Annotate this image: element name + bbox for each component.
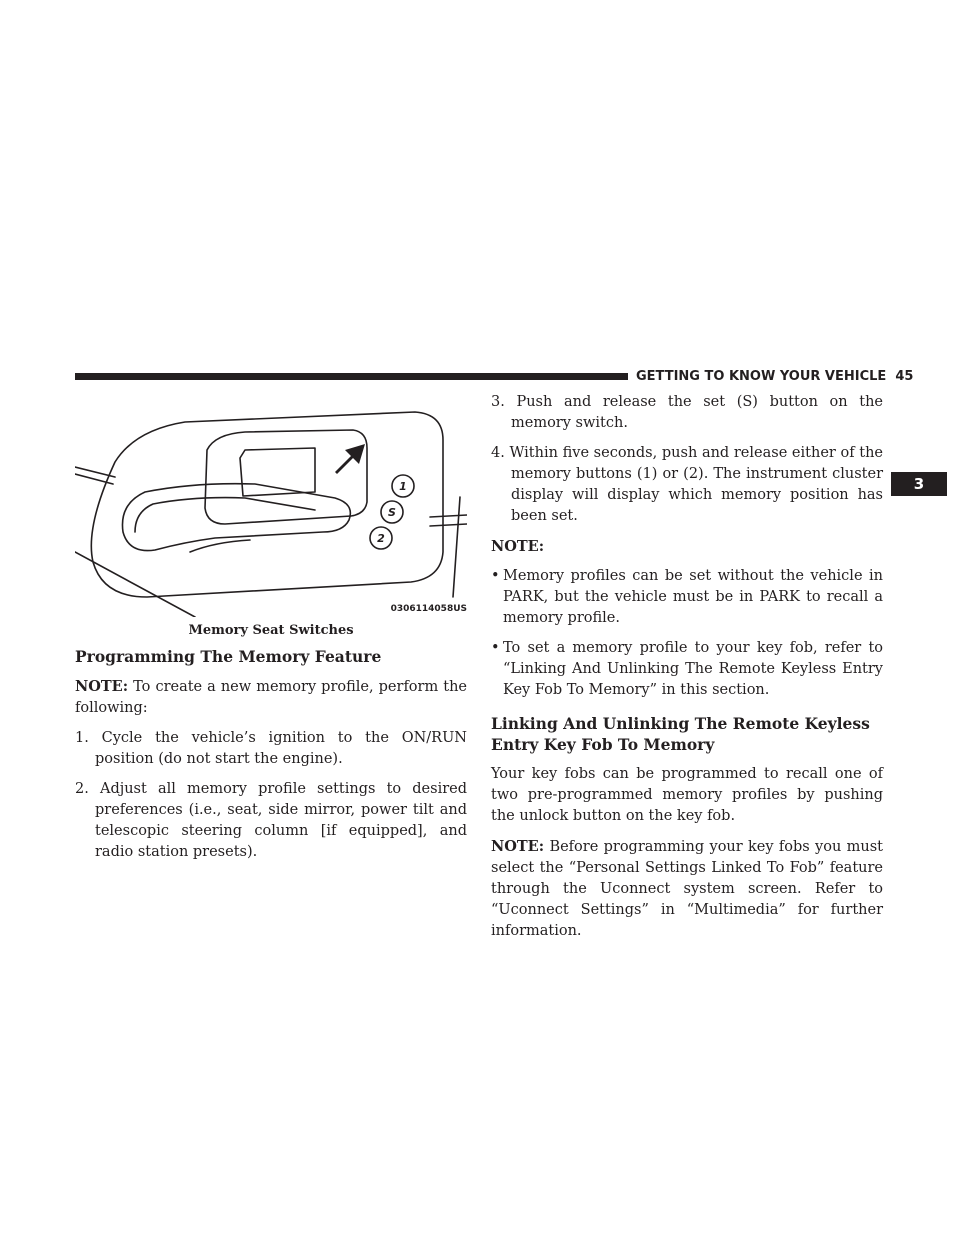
step-2: 2. Adjust all memory profile settings to desired preferences (i.e., seat, side mirror, power tilt and telescopic steering column [if equipped], and radio station presets). [75, 781, 467, 860]
memory-button-2-label: 2 [377, 532, 385, 545]
body-paragraph: Your key fobs can be programmed to recall one of two pre-programmed memory profiles by pushing the unlock button on the key fob. [491, 766, 883, 824]
memory-seat-switches-illustration [75, 392, 467, 617]
section-heading: Programming The Memory Feature [75, 647, 382, 666]
bullet-item [491, 566, 883, 629]
set-button-label: S [388, 506, 396, 519]
section-heading-2: Linking And Unlinking The Remote Keyless Entry Key Fob To Memory [491, 714, 870, 754]
step-1: 1. Cycle the vehicle’s ignition to the ON/RUN position (do not start the engine). [75, 730, 467, 767]
running-header [636, 369, 914, 384]
note-heading: NOTE: [491, 538, 545, 555]
note-text: To create a new memory profile, perform the following: [75, 679, 468, 716]
left-column [75, 646, 467, 872]
note2-text: Before programming your key fobs you must select the “Personal Settings Linked To Fob” feature through the Uconnect system screen. Refer to “Uconnect Settings” in “Multimedia” for further information. [491, 839, 884, 939]
door-panel-drawing [75, 392, 467, 617]
note2-paragraph [491, 836, 883, 942]
step-3: 3. Push and release the set (S) button on the memory switch. [491, 394, 883, 431]
bullet-item [491, 638, 883, 701]
header-rule [75, 373, 628, 380]
chapter-tab [891, 472, 947, 496]
chapter-tab-number: 3 [913, 475, 925, 493]
right-column [491, 392, 883, 951]
step-4: 4. Within five seconds, push and release either of the memory buttons (1) or (2). The instrument cluster display will display which memory position has been set. [491, 445, 883, 524]
section-title: GETTING TO KNOW YOUR VEHICLE [636, 369, 887, 384]
figure-code: 0306114058US [390, 604, 467, 614]
note-paragraph [75, 676, 467, 719]
page-number: 45 [895, 369, 914, 384]
note-label: NOTE: [75, 678, 129, 695]
note2-label: NOTE: [491, 838, 545, 855]
bullet-icon: • [491, 568, 500, 584]
bullet-text: To set a memory profile to your key fob, refer to “Linking And Unlinking The Remote Keyless Entry Key Fob To Memory” in this section. [503, 640, 883, 698]
arrow-icon [335, 444, 365, 474]
bullet-icon: • [491, 640, 500, 656]
memory-button-1-label: 1 [399, 480, 407, 493]
figure-caption: Memory Seat Switches [188, 623, 354, 638]
bullet-text: Memory profiles can be set without the vehicle in PARK, but the vehicle must be in PARK to recall a memory profile. [503, 568, 883, 626]
